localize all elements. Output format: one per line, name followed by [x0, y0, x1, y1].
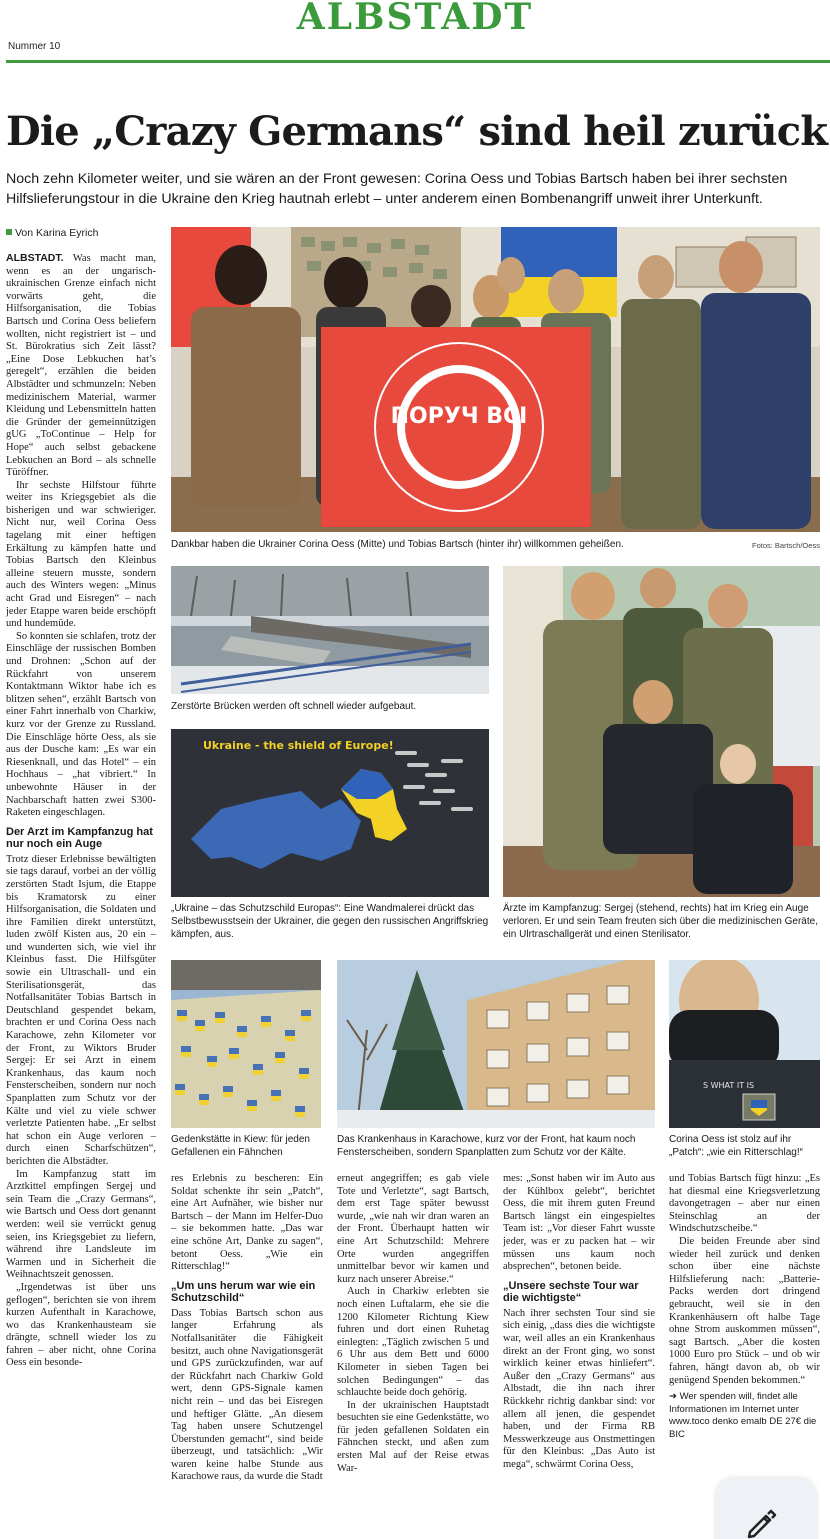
col4-paragraph-2: Nach ihrer sechsten Tour sind sie sich einig, „dass dies die wichtigste war, weil alles an ein Krankenhaus direkt an der Front ging, wo sonst wirklich keiner etwas hinliefert“. Außer den „Crazy Germans“ aus Albstadt, die ihn nach ihrer Rückkehr richtig dankbar sind: vor allem all jenen, die gespendet haben, und der Firma RB Messwerkzeuge aus Onstmettingen für den Kleinbus: „Das Auto ist mega“, schwärmt Corina Oess,: [503, 1307, 655, 1470]
col1-paragraph-5: Im Kampfanzug statt im Arztkittel empfingen Sergej und sein Team die „Crazy Germans“, wie Bartsch und Oess dort genannt werden: weil sie verrückt genug seien, ins Kriegsgebiet zu liefern, während ihre Landsleute im Warmen und in Sicherheit die Weihnachtszeit genossen.: [6, 1168, 156, 1281]
byline-text: Von Karina Eyrich: [15, 227, 99, 239]
pen-edit-icon[interactable]: [742, 1502, 782, 1539]
memorial-photo: [171, 960, 321, 1128]
col1-paragraph-4: Trotz dieser Erlebnisse bewältigten sie tags darauf, vorbei an der völlig zerstörten Stadt Isjum, die Etappe bis Kramatorsk zu einer Hilfsorganisation, die Soldaten und ihre Familien direkt unterstützt, luden zwölf Kisten aus, 20 ein – und wunderten sich, wie viel ihr Kleinbus fasst. Die Hilfsgüter sowie ein Ultraschall- und ein Sterilisationsgerät, das Notfallsanitäter Tobias Bartsch in Deutschland gespendet bekam, brachten er und Corina Oess nach Karachowe, zehn Kilometer vor der Front, zu Wiktors Bruder Sergej: Er sei Arzt in einem Krankenhaus, das kaum noch Fensterscheiben, sondern nur noch Spanplatten zum Schutz vor der Kälte und viel zu viele schwer verletzte Patienten habe. „Er selbst hat schon ein Auge verloren – durch einen Scharfschützen“, berichten die Albstädter.: [6, 853, 156, 1167]
col1-paragraph-1: Was macht man, wenn es an der ungarisch-ukrainischen Grenze einfach nicht vorwärts geht, die Hilfsorganisation, die Tobias Bartsch und Corina Oess beliefern wollten, nicht registriert ist – und St. Bürokratius sich Zeit lässt? „Eine Dose Lebkuchen hat’s geregelt“, erzählen die beiden Albstädter und schmunzeln: Neben medizinischem Material, warmer Kleidung und Lebensmitteln hatten die Gründer der gemeinnützigen gUG „ToContinue – Help for Hope“ auch selbst gebackene Lebkuchen an Bord – als schnelle Türöffner.: [6, 253, 156, 479]
article-column-4: [503, 1173, 655, 1534]
caption-patch: Corina Oess ist stolz auf ihr „Patch“: „wie ein Ritterschlag!“: [669, 1134, 803, 1158]
mural-title-text: Ukraine - the shield of Europe!: [203, 739, 394, 752]
col2-paragraph-2: Dass Tobias Bartsch schon aus langer Erfahrung als Notfallsanitäter die Fähigkeit besitzt, auch ohne Navigationsgerät und GPS zurückzufinden, war auf der Rückfahrt nach Charkiw Gold wert, denn GPS-Signale kamen nicht rein – und das bei Eisregen und heftiger Glätte. „An diesem Tag haben unsere Schutzengel Überstunden gemacht“, sind beide überzeugt, und tatsächlich: „Wir waren keine halbe Stunde aus Karachowe raus, da wurde die Stadt: [171, 1307, 323, 1483]
issue-number: Nummer 10: [8, 41, 61, 52]
article-column-1: [6, 252, 156, 1534]
article-column-3: [337, 1173, 489, 1534]
patch-text: S WHAT IT IS: [703, 1081, 755, 1090]
caption-doctors: Ärzte im Kampfanzug: Sergej (stehend, rechts) hat im Krieg ein Auge verloren. Er und sein Team freuten sich über die medizinischen Geräte, ein Ulrtraschallgerät und einen Sterilisator.: [503, 903, 818, 940]
subheading-arzt: Der Arzt im Kampfanzug hat nur noch ein Auge: [6, 825, 153, 851]
col1-paragraph-2: Ihr sechste Hilfstour führte weiter ins Kriegsgebiet als die bisherigen und war schwieriger. Nicht nur, weil Corina Oess tagelang mit einer heftigen Erkältung zu kämpfen hatte und Tobias Bartsch den Kleinbus alleine steuern musste, sondern auch des Winters wegen: „Minus acht Grad und Eisregen“ – nach jeder Etappe waren beide erschöpft und hundemüde.: [6, 479, 156, 630]
col5-paragraph-2: Die beiden Freunde aber sind wieder heil zurück und denken schon über eine nächste Hilfslieferung nach: „Batterie-Packs werden dort dringend gebraucht, weil sie in den Krankenhäusern oft halbe Tage ohne Strom auskommen müssen“, sagt Bartsch. „Aber die kosten 1000 Euro pro Stück – und ob wir fahren, hängt davon ab, ob wir genügend Spenden bekommen.“: [669, 1235, 820, 1386]
subheading-schutzschild: „Um uns herum war wie ein Schutzschild“: [171, 1279, 316, 1305]
doctors-photo: [503, 566, 820, 897]
byline-marker: [6, 229, 12, 235]
caption-main: Dankbar haben die Ukrainer Corina Oess (Mitte) und Tobias Bartsch (hinter ihr) willkommen geheißen.: [171, 539, 624, 550]
caption-mural: „Ukraine – das Schutzschild Europas“: Eine Wandmalerei drückt das Selbstbewusstsein der Ukrainer, die gegen den russischen Angriffskrieg kämpfen, aus.: [171, 903, 489, 940]
caption-bridge: Zerstörte Brücken werden oft schnell wieder aufgebaut.: [171, 701, 417, 712]
photo-credit: Fotos: Bartsch/Oess: [752, 541, 820, 550]
col3-paragraph-3: In der ukrainischen Hauptstadt besuchten sie eine Gedenkstätte, wo für jeden gefallenen Soldaten ein Fähnchen steckt, und aßen zum ersten Mal auf der Reise etwas War-: [337, 1399, 489, 1474]
masthead: ALBSTADT: [296, 0, 534, 38]
col4-paragraph-1: mes: „Sonst haben wir im Auto aus der Kühlbox gelebt“, berichtet Oess, die mit ihrem guten Freund Bartsch längst ein eingespieltes Team ist: „Vor dieser Fahrt wusste jeder, was er zu packen hat – wir müssen uns kaum noch absprechen“, betonen beide.: [503, 1173, 655, 1273]
col2-paragraph-1: res Erlebnis zu bescheren: Ein Soldat schenkte ihr sein „Patch“, eine Art Aufnäher, wie bisher nur Bartsch – der Mann im Helfer-Duo – sie bekommen hatte. „Das war eine schöne Art, Danke zu sagen“, betont Oess. „Wie ein Ritterschlag!“: [171, 1173, 323, 1273]
bridge-photo: [171, 566, 489, 694]
col1-paragraph-6: „Irgendetwas ist über uns geflogen“, berichten sie von ihrem kurzen Aufenthalt in Karachowe, wo das Krankenhausteam sie drängte, schnell wieder los zu fahren – aber nicht, ohne Corina Oess ein besonde-: [6, 1281, 156, 1369]
lead-paragraph: Noch zehn Kilometer weiter, und sie wären an der Front gewesen: Corina Oess und Tobias Bartsch haben bei ihrer sechsten Hilfslieferungstour in die Ukraine den Krieg hautnah erlebt – unter anderem einen Bombenangriff unweit ihrer Unterkunft.: [6, 171, 788, 207]
byline: [6, 227, 98, 239]
headline: Die „Crazy Germans“ sind heil zurück: [6, 108, 828, 155]
header-rule: [6, 60, 830, 63]
col5-paragraph-1: und Tobias Bartsch fügt hinzu: „Es hat diesmal eine Kriegsverletzung davongetragen – aber nur einen Steinschlag an der Windschutzscheibe.“: [669, 1173, 820, 1235]
col3-paragraph-1: erneut angegriffen; es gab viele Tote und Verletzte“, sagt Bartsch, dem erst Tage später bewusst wurde, „wie nah wir dran waren an der Front. Überhaupt hatten wir eine Art Schutzschild: Mehrere Orte wurden angegriffen unmittelbar bevor wir kamen und kurz nach unserer Abreise.“: [337, 1173, 489, 1285]
patch-photo: [669, 960, 820, 1128]
flag-org-text: ПОРУЧ ВСІ: [390, 404, 528, 429]
main-photo: [171, 227, 820, 532]
hospital-photo: [337, 960, 655, 1128]
col1-paragraph-3: So konnten sie schlafen, trotz der Einschläge der russischen Bomben und Drohnen: „Schon auf der Rückfahrt von unserem Kontaktmann Wiktor habe ich es blitzen sehen“, erzählt Bartsch von einer Fahrt innerhalb von Charkiw, kurz vor der Grenze zu Russland. Die Einschläge hörte Oess, als sie aus der Dusche kam: „Es war ein Riesenknall, und das Hotel“ – ein Hochhaus – „hat vibriert.“ In unbewohnte Häuser in der Nachbarschaft hatten zwei S300-Raketen eingeschlagen.: [6, 630, 156, 819]
article-column-2: [171, 1173, 323, 1534]
donation-info: ➜ Wer spenden will, findet alle Informationen im Internet unter www.toco denko emalb DE 27€ die BIC: [669, 1391, 817, 1440]
subheading-sechste-tour: „Unsere sechste Tour war die wichtigste“: [503, 1279, 639, 1305]
caption-hospital: Das Krankenhaus in Karachowe, kurz vor der Front, hat kaum noch Fensterscheiben, sondern Spanplatten zum Schutz vor der Kälte.: [337, 1134, 636, 1158]
col3-paragraph-2: Auch in Charkiw erlebten sie noch einen Luftalarm, ehe sie die 1200 Kilometer Richtung Kiew fuhren und dort einen Ruhetag einlegten: „Täglich zwischen 5 und 6 Uhr aus dem Bett und 6000 Kilometer in sieben Tagen bei solchen Bedingungen“ – das schlauchte beide doch gehörig.: [337, 1286, 489, 1399]
mural-photo: [171, 729, 489, 897]
dateline: ALBSTADT.: [6, 252, 64, 264]
caption-memorial: Gedenkstätte in Kiew: für jeden Gefallenen ein Fähnchen: [171, 1134, 310, 1158]
